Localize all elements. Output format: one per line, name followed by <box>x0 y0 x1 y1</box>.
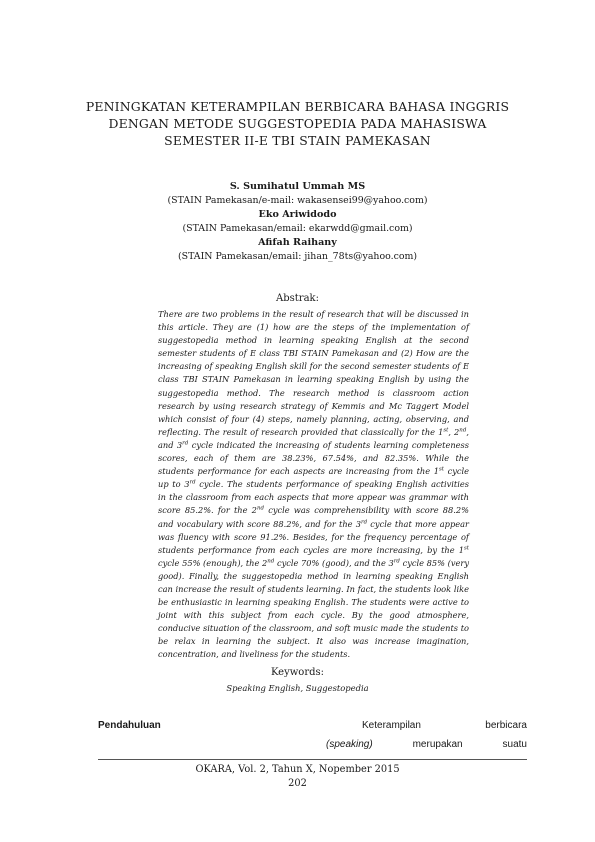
ordinal-suffix: st <box>438 466 444 473</box>
paper-title <box>60 98 535 149</box>
intro-word: merupakan <box>412 739 463 750</box>
footer-divider <box>98 759 527 760</box>
abstract-segment: cycle. The students performance of speaking English activities in the classroom from each aspects that more appear was grammar with score 85.2%. for the 2 <box>158 479 469 516</box>
abstract-segment: cycle 55% (enough), the 2 <box>158 557 268 568</box>
intro-word: Keterampilan <box>362 720 421 731</box>
ordinal-suffix: nd <box>256 505 265 512</box>
abstract-segment: cycle 70% (good), and the 3 <box>274 557 394 568</box>
page-footer <box>60 763 535 791</box>
author-name: Afifah Raihany <box>258 237 337 248</box>
abstract-segment: , 2 <box>448 426 460 437</box>
ordinal-suffix: rd <box>393 558 400 565</box>
abstract-segment: cycle up to 3 <box>158 466 469 490</box>
intro-word: suatu <box>502 739 527 750</box>
abstract-segment: cycle that more appear was fluency with score 91.2%. Besides, for the frequency percentage of students performance from each cycles are more increasing, by the 1 <box>158 518 469 555</box>
author-block <box>60 180 535 264</box>
author-name: Eko Ariwidodo <box>258 209 337 220</box>
intro-word: (speaking) <box>326 739 373 750</box>
intro-text-line <box>362 720 527 731</box>
keywords-text: Speaking English, Suggestopedia <box>226 683 369 693</box>
author-affiliation: (STAIN Pamekasan/email: jihan_78ts@yahoo.com) <box>177 251 418 262</box>
page-number: 202 <box>288 778 307 789</box>
title-line: DENGAN METODE SUGGESTOPEDIA PADA MAHASISWA <box>108 116 487 131</box>
abstract-segment: cycle 85% (very good). Finally, the suggestopedia method in learning speaking English can increase the result of students learning. In fact, the students look like be enthusiastic in learning speaking English. The students were active to joint with this subject from each cycle. By the good atmosphere, conducive situation of the classroom, and soft music made the students to be relax in learning the subject. It also was increase imagination, concentration, and liveliness for the students. <box>158 557 469 660</box>
abstract-segment: , and 3 <box>158 426 469 450</box>
ordinal-suffix: rd <box>189 479 196 486</box>
title-line: PENINGKATAN KETERAMPILAN BERBICARA BAHASA INGGRIS <box>85 99 510 114</box>
intro-text-line <box>326 739 527 750</box>
ordinal-suffix: st <box>443 427 449 434</box>
ordinal-suffix: nd <box>267 558 275 565</box>
author-name: S. Sumihatul Ummah MS <box>229 181 366 192</box>
abstract-segment: There are two problems in the result of research that will be discussed in this article. They are (1) how are the steps of the implementation of suggestopedia method in learning speaking English at the second semester students of E class TBI STAIN Pamekasan and (2) How are the increasing of speaking English skill for the second semester students of E class TBI STAIN Pamekasan in learning speaking English by using the suggestopedia method. The research method is classroom action research by using research strategy of Kemmis and Mc Taggert Model which consist of four (4) steps, namely planning, acting, observing, and reflecting. The result of research provided that classically for the <box>158 309 469 437</box>
abstract-text: There are two problems in the result of research that will be discussed in this article. They are (1) how are the steps of the implementation of suggestopedia method in learning speaking English at the second semester students of E class TBI STAIN Pamekasan and (2) How are the increasing of speaking English skill for the second semester students of E class TBI STAIN Pamekasan in learning speaking English by using the suggestopedia method. The research method is classroom action research by using research strategy of Kemmis and Mc Taggert Model which consist of four (4) steps, namely planning, acting, observing, and reflecting. The result of research provided that classically for the 1st, 2nd, and 3rd cycle indicated the increasing of students learning completeness scores, each of them are 38.23%, 67.54%, and 82.35%. While the students performance for each aspects are increasing from the 1st cycle up to 3rd cycle. The students performance of speaking English activities in the classroom from each aspects that more appear was grammar with score 85.2%. for the 2nd cycle was comprehensibility with score 88.2% and vocabulary with score 88.2%, and for the 3rd cycle that more appear was fluency with score 91.2%. Besides, for the frequency percentage of students performance from each cycles are more increasing, by the 1st cycle 55% (enough), the 2nd cycle 70% (good), and the 3rd cycle 85% (very good). Finally, the suggestopedia method in learning speaking English can increase the result of students learning. In fact, the students look like be enthusiastic in learning speaking English. The students were active to joint with this subject from each cycle. By the good atmosphere, conducive situation of the classroom, and soft music made the students to be relax in learning the subject. It also was increase imagination, concentration, and liveliness for the students. <box>158 309 470 660</box>
ordinal-suffix: nd <box>459 427 467 434</box>
abstract-segment: cycle indicated the increasing of students learning completeness scores, each of them are 38.23%, 67.54%, and 82.35%. While the students performance for each aspects are increasing from the 1 <box>158 439 470 477</box>
author-affiliation: (STAIN Pamekasan/email: ekarwdd@gmail.com) <box>182 223 413 234</box>
intro-word: berbicara <box>485 720 527 731</box>
keywords-heading: Keywords: <box>270 667 325 678</box>
title-line: SEMESTER II-E TBI STAIN PAMEKASAN <box>164 133 431 148</box>
author-affiliation: (STAIN Pamekasan/e-mail: wakasensei99@yahoo.com) <box>167 195 428 206</box>
ordinal-suffix: rd <box>182 440 189 447</box>
abstract-segment: cycle was comprehensibility with score 88.2% and vocabulary with score 88.2%, and for the 3 <box>158 505 469 529</box>
section-heading: Pendahuluan <box>98 720 161 731</box>
journal-citation: OKARA, Vol. 2, Tahun X, Nopember 2015 <box>195 764 400 775</box>
ordinal-suffix: rd <box>360 518 368 525</box>
abstract-heading: Abstrak: <box>276 293 319 304</box>
ordinal-suffix: st <box>463 544 469 551</box>
